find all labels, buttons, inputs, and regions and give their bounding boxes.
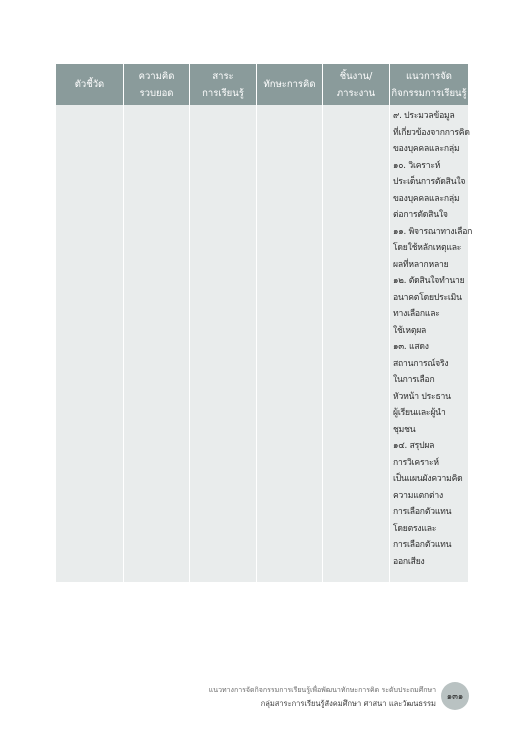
cell-concept [124,105,190,582]
footer-book-title: แนวทางการจัดกิจกรรมการเรียนรู้เพื่อพัฒนาทักษะการคิด ระดับประถมศึกษา [208,686,436,694]
header-content-line-2: การเรียนรู้ [202,87,244,99]
header-content-line-1: สาระ [212,70,234,82]
cell-activity [390,105,473,582]
activity-line: ๑๓. แสดง [393,342,429,352]
header-workpiece-line-1: ชิ้นงาน/ [339,70,373,82]
activity-line: ของบุคคลและกลุ่ม [393,144,460,154]
header-indicator-line-1: ตัวชี้วัด [74,79,105,90]
activity-line: ๑๐. วิเคราะห์ [393,160,441,171]
header-workpiece [323,64,390,105]
activity-line: ๑๔. สรุปผล [393,441,435,451]
activity-line: ๑๑. พิจารณาทางเลือก [393,226,473,237]
activity-line: ต่อการตัดสินใจ [393,210,448,220]
activity-line: อนาคตโดยประเมิน [393,292,462,303]
activity-line: สถานการณ์จริง [393,358,449,369]
header-workpiece-line-2: ภาระงาน [336,87,376,99]
cell-workpiece [323,105,390,582]
activity-line: ชุมชน [393,424,416,435]
activity-line: โดยใช้หลักเหตุและ [393,243,462,253]
activity-line: ในการเลือก [393,375,435,385]
header-concept-line-2: รวบยอด [139,87,174,99]
table-body-row [56,105,473,582]
table-header-row [56,64,468,105]
cell-thinking-skill [257,105,323,582]
cell-indicator [56,105,124,582]
header-concept [124,64,190,105]
page-number-badge [441,682,469,710]
header-concept-line-1: ความคิด [138,70,175,82]
activity-line: ผู้เรียนและผู้นำ [393,408,446,418]
activity-line: ทางเลือกและ [393,309,440,319]
header-thinking-skill-line-1: ทักษะการคิด [263,79,316,90]
header-content [190,64,257,105]
footer-subject-area: กลุ่มสาระการเรียนรู้สังคมศึกษา ศาสนา และวัฒนธรรม [260,699,436,708]
activity-line: ความแตกต่าง [393,490,443,501]
activity-line: ออกเสียง [393,556,425,567]
header-activity-line-1: แนวการจัด [406,70,452,82]
activity-line: ๙. ประมวลข้อมูล [393,111,455,121]
activity-line: เป็นแผนผังความคิด [393,474,463,484]
header-activity-line-2: กิจกรรมการเรียนรู้ [391,87,467,99]
activity-line: การเลือกตัวแทน [393,540,452,550]
activity-line: ผลที่หลากหลาย [393,259,449,270]
header-thinking-skill [257,64,323,105]
header-activity [390,64,468,105]
activity-line: ที่เกี่ยวข้องจากการคิด [393,127,470,138]
activity-line: ใช้เหตุผล [393,325,427,336]
activity-list [390,105,473,570]
activity-line: หัวหน้า ประธาน [393,391,451,402]
curriculum-table [56,64,473,582]
header-indicator [56,64,124,105]
activity-line: ๑๒. ตัดสินใจทำนาย [393,276,465,286]
page-number: ๑๓๑ [446,692,464,702]
activity-line: ประเด็นการตัดสินใจ [393,177,466,187]
cell-content [190,105,257,582]
activity-line: การวิเคราะห์ [393,457,439,468]
activity-line: การเลือกตัวแทน [393,507,452,517]
activity-line: โดยตรงและ [393,523,437,534]
activity-line: ของบุคคลและกลุ่ม [393,193,460,204]
